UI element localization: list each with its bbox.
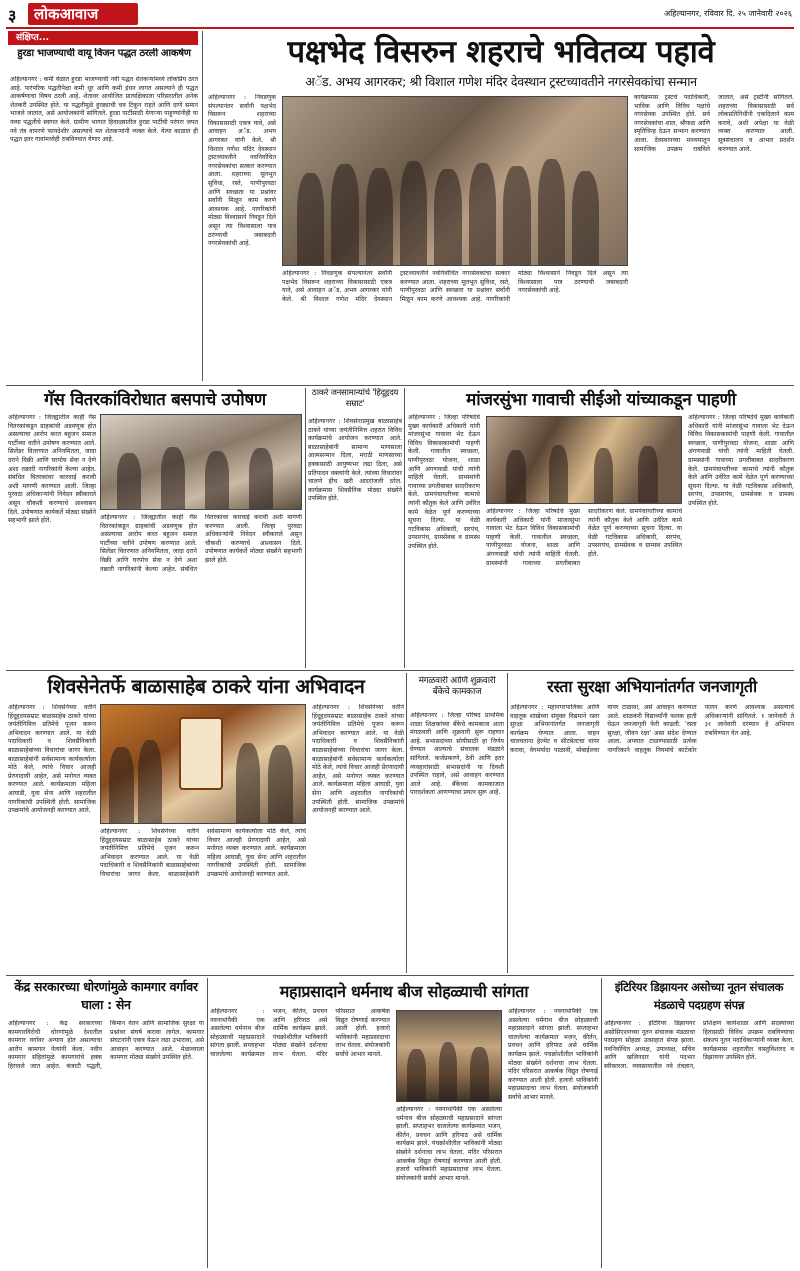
- rasta-body: अहिल्यानगर : महानगरपालिका आणि वाहतूक शाखेच्या संयुक्त विद्यमाने रस्ता सुरक्षा अभियानांतर्गत जनजागृती कार्यक्रम घेण्यात आला. वाहन चालवताना हेल्मेट व सीटबेल्टचा वापर करावा, वेगमर्यादा पाळावी, मोबाईलचा वापर टाळावा, असे आवाहन करण्यात आले. शाळकरी विद्यार्थ्यांनी फलक हाती घेऊन जनजागृती फेरी काढली. 'रस्ता सुरक्षा, जीवन रक्षा' असा संदेश देण्यात आला. अपघात टाळण्यासाठी प्रत्येक नागरिकाने वाहतूक नियमांचे काटेकोर पालन करणे आवश्यक असल्याचे अधिकाऱ्यांनी सांगितले. १ जानेवारी ते ३१ जानेवारी दरम्यान हे अभियान राबविण्यात येत आहे.: [510, 704, 794, 754]
- sankshipt-label: संक्षिप्त...: [8, 31, 198, 45]
- maha-body-top: अहिल्यानगर : नवनाथांपैकी एक असलेल्या धर्मनाथ बीज सोहळ्याची महाप्रसादाने सांगता झाली. सप्ताहभर चाललेल्या कार्यक्रमात भजन, कीर्तन, प्रवचन आणि हरिपाठ असे धार्मिक कार्यक्रम झाले. पंचक्रोशीतील भाविकांनी मोठ्या संख्येने दर्शनाचा लाभ घेतला. मंदिर परिसरात आकर्षक विद्युत रोषणाई करण्यात आली होती. हजारो भाविकांनी महाप्रसादाचा लाभ घेतला. संयोजकांनी सर्वांचे आभार मानले.: [210, 1008, 390, 1058]
- lead-headline: पक्षभेद विसरुन शहराचे भवितव्य पहावे: [287, 34, 715, 70]
- shivsena-tribute-photo: [100, 704, 306, 824]
- maha-body-right: अहिल्यानगर : नवनाथांपैकी एक असलेल्या धर्मनाथ बीज सोहळ्याची महाप्रसादाने सांगता झाली. सप्ताहभर चाललेल्या कार्यक्रमात भजन, कीर्तन, प्रवचन आणि हरिपाठ असे धार्मिक कार्यक्रम झाले. पंचक्रोशीतील भाविकांनी मोठ्या संख्येने दर्शनाचा लाभ घेतला. मंदिर परिसरात आकर्षक विद्युत रोषणाई करण्यात आली होती. हजारो भाविकांनी महाप्रसादाचा लाभ घेतला. संयोजकांनी सर्वांचे आभार मानले.: [508, 1008, 598, 1101]
- shivsena-headline: शिवसेनेतर्फे बाळासाहेब ठाकरे यांना अभिवादन: [47, 675, 365, 698]
- sankshipt-title: हुरडा भाजण्याची वायू विजन पद्धत ठरली आकर्षण: [17, 48, 191, 59]
- gas-headline: गॅस वितरकांविरोधात बसपाचे उपोषण: [44, 390, 266, 410]
- masthead-logo: लोकआवाज: [28, 3, 138, 25]
- interior-headline: इंटिरियर डिझायनर असोच्या नूतन संचालक मंडळाचे पदग्रहण संपन्न: [614, 980, 784, 1012]
- manjar-body-col3: अहिल्यानगर : जिल्हा परिषदेचे मुख्य कार्यकारी अधिकारी यांनी मांजरसुंभा गावाला भेट देऊन विविध विकासकामांची पाहणी केली. गावातील स्वच्छता, पाणीपुरवठा योजना, शाळा आणि अंगणवाडी यांची त्यांनी माहिती घेतली. ग्रामस्थांनी गावाच्या प्रगतीबाबत सादरीकरण केले. ग्रामपंचायतीच्या कामाचे त्यांनी कौतुक केले आणि उर्वरित कामे वेळेत पूर्ण करण्याच्या सूचना दिल्या. या वेळी गटविकास अधिकारी, सरपंच, उपसरपंच, ग्रामसेवक व ग्रामस्थ उपस्थित होते.: [688, 414, 794, 507]
- gas-body-col2: अहिल्यानगर : जिल्ह्यातील काही गॅस वितरकांकडून ग्राहकांची अडवणूक होत असल्याचा आरोप करत बहुजन समाज पार्टीच्या वतीने उपोषण करण्यात आले. सिलेंडर वितरणात अनियमितता, जादा दराने विक्री आणि घरपोच सेवा न देणे अशा तक्रारी नागरिकांनी केल्या आहेत. संबंधित वितरकांवर कारवाई करावी अशी मागणी करण्यात आली. जिल्हा पुरवठा अधिकाऱ्यांनी निवेदन स्वीकारले असून चौकशी करण्याचे आश्वासन दिले. उपोषणात कार्यकर्ते मोठ्या संख्येने सहभागी झाले होते.: [100, 514, 302, 573]
- dateline: अहिल्यानगर, रविवार दि. २५ जानेवारी २०२६: [664, 9, 792, 18]
- interior-body: अहिल्यानगर : इंटिरियर डिझायनर असोसिएशनच्या नूतन संचालक मंडळाचा पदग्रहण सोहळा उत्साहात संपन्न झाला. नवनिर्वाचित अध्यक्ष, उपाध्यक्ष, सचिव आणि खजिनदार यांनी पदभार स्वीकारला. व्यवसायातील नवे तंत्रज्ञान, प्रशिक्षण कार्यशाळा आणि सदस्यांच्या हितासाठी विविध उपक्रम राबविण्याचा संकल्प नूतन पदाधिकाऱ्यांनी व्यक्त केला. कार्यक्रमास शहरातील वास्तुविशारद व डिझायनर उपस्थित होते.: [604, 1020, 794, 1070]
- manjar-inspection-photo: [486, 416, 682, 504]
- kendra-body: अहिल्यानगर : केंद्र सरकारच्या कामगारविरोधी धोरणांमुळे देशातील कामगार वर्गावर अन्याय होत असल्याचा आरोप कामगार नेत्यांनी केला. नवीन कामगार संहितांमुळे कामगारांचे हक्क हिरावले जात आहेत. कंत्राटी पद्धती, किमान वेतन आणि सामाजिक सुरक्षा या प्रश्नांवर संघर्ष करावा लागेल. कामगार संघटनांनी एकत्र येऊन लढा उभारावा, असे आवाहन करण्यात आले. मेळाव्याला कामगार मोठ्या संख्येने उपस्थित होते.: [8, 1020, 204, 1070]
- maha-event-photo: [396, 1010, 502, 1102]
- kendra-headline: केंद्र सरकारच्या धोरणांमुळे कामगार वर्गावर घाला : सेन: [14, 979, 198, 1012]
- lead-group-photo: [282, 96, 628, 266]
- lead-subhead: अॅड. अभय आगरकर; श्री विशाल गणेश मंदिर देवस्थान ट्रस्टच्यावतीने नगरसेवकांचा सन्मान: [305, 74, 697, 89]
- manjar-headline: मांजरसुंभा गावाची सीईओ यांच्याकडून पाहणी: [466, 390, 736, 410]
- lead-body-right: कार्यक्रमास ट्रस्टचे पदाधिकारी, भाविक आणि विविध पक्षांचे नगरसेवक उपस्थित होते. सर्व नगरसेवकांचा शाल, श्रीफळ आणि स्मृतिचिन्ह देऊन सन्मान करण्यात आला. देवस्थानच्या माध्यमातून सामाजिक उपक्रम राबविले जातात, असे ट्रस्टींनी सांगितले. शहराच्या विकासासाठी सर्व लोकप्रतिनिधींनी एकदिलाने काम करावे, अशी अपेक्षा या वेळी व्यक्त करण्यात आली. सूत्रसंचालन व आभार प्रदर्शन करण्यात आले.: [634, 94, 794, 153]
- shivsena-body-col1: अहिल्यानगर : शिवसेनेच्या वतीने हिंदूहृदयसम्राट बाळासाहेब ठाकरे यांच्या जयंतीनिमित्त प्रतिमेचे पूजन करून अभिवादन करण्यात आले. या वेळी पदाधिकारी व शिवसैनिकांनी बाळासाहेबांच्या विचारांचा जागर केला. बाळासाहेबांनी सर्वसामान्य कार्यकर्त्याला मोठे केले, त्यांचे विचार आजही प्रेरणादायी आहेत, असे मनोगत व्यक्त करण्यात आले. कार्यक्रमाला महिला आघाडी, युवा सेना आणि शहरातील नागरिकांची उपस्थिती होती. सामाजिक उपक्रमांचे आयोजनही करण्यात आले.: [8, 704, 96, 815]
- manjar-body-col1: अहिल्यानगर : जिल्हा परिषदेचे मुख्य कार्यकारी अधिकारी यांनी मांजरसुंभा गावाला भेट देऊन विविध विकासकामांची पाहणी केली. गावातील स्वच्छता, पाणीपुरवठा योजना, शाळा आणि अंगणवाडी यांची त्यांनी माहिती घेतली. ग्रामस्थांनी गावाच्या प्रगतीबाबत सादरीकरण केले. ग्रामपंचायतीच्या कामाचे त्यांनी कौतुक केले आणि उर्वरित कामे वेळेत पूर्ण करण्याच्या सूचना दिल्या. या वेळी गटविकास अधिकारी, सरपंच, उपसरपंच, ग्रामसेवक व ग्रामस्थ उपस्थित होते.: [408, 414, 480, 550]
- page-number: ३: [8, 6, 17, 24]
- manjar-body-col2: अहिल्यानगर : जिल्हा परिषदेचे मुख्य कार्यकारी अधिकारी यांनी मांजरसुंभा गावाला भेट देऊन विविध विकासकामांची पाहणी केली. गावातील स्वच्छता, पाणीपुरवठा योजना, शाळा आणि अंगणवाडी यांची त्यांनी माहिती घेतली. ग्रामस्थांनी गावाच्या प्रगतीबाबत सादरीकरण केले. ग्रामपंचायतीच्या कामाचे त्यांनी कौतुक केले आणि उर्वरित कामे वेळेत पूर्ण करण्याच्या सूचना दिल्या. या वेळी गटविकास अधिकारी, सरपंच, उपसरपंच, ग्रामसेवक व ग्रामस्थ उपस्थित होते.: [486, 508, 682, 567]
- bank-body: अहिल्यानगर : जिल्हा परिषद प्राथमिक शाळा शिक्षकांच्या बँकेचे कामकाज आता मंगळवारी आणि शुक्रवारी सुरू राहणार आहे. सभासदांच्या सोयीसाठी हा निर्णय घेण्यात आल्याचे संचालक मंडळाने सांगितले. कर्जप्रकरणे, ठेवी आणि इतर व्यवहारांसाठी सभासदांनी या दिवशी उपस्थित राहावे, असे आवाहन करण्यात आले आहे. बँकेच्या कामकाजात पारदर्शकता आणण्याचा प्रयत्न सुरू आहे.: [410, 712, 504, 797]
- thackeray-small-body: अहिल्यानगर : शिवसेनाप्रमुख बाळासाहेब ठाकरे यांच्या जयंतीनिमित्त शहरात विविध कार्यक्रमांचे आयोजन करण्यात आले. बाळासाहेबांनी सामान्य माणसाला आत्मसन्मान दिला, मराठी माणसाच्या हक्कासाठी आयुष्यभर लढा दिला, असे प्रतिपादन वक्त्यांनी केले. त्यांच्या विचारांवर चालणे हीच खरी आदरांजली ठरेल. कार्यक्रमास शिवसैनिक मोठ्या संख्येने उपस्थित होते.: [308, 418, 402, 503]
- shivsena-body-col3: अहिल्यानगर : शिवसेनेच्या वतीने हिंदूहृदयसम्राट बाळासाहेब ठाकरे यांच्या जयंतीनिमित्त प्रतिमेचे पूजन करून अभिवादन करण्यात आले. या वेळी पदाधिकारी व शिवसैनिकांनी बाळासाहेबांच्या विचारांचा जागर केला. बाळासाहेबांनी सर्वसामान्य कार्यकर्त्याला मोठे केले, त्यांचे विचार आजही प्रेरणादायी आहेत, असे मनोगत व्यक्त करण्यात आले. कार्यक्रमाला महिला आघाडी, युवा सेना आणि शहरातील नागरिकांची उपस्थिती होती. सामाजिक उपक्रमांचे आयोजनही करण्यात आले.: [312, 704, 404, 815]
- shivsena-body-col2: अहिल्यानगर : शिवसेनेच्या वतीने हिंदूहृदयसम्राट बाळासाहेब ठाकरे यांच्या जयंतीनिमित्त प्रतिमेचे पूजन करून अभिवादन करण्यात आले. या वेळी पदाधिकारी व शिवसैनिकांनी बाळासाहेबांच्या विचारांचा जागर केला. बाळासाहेबांनी सर्वसामान्य कार्यकर्त्याला मोठे केले, त्यांचे विचार आजही प्रेरणादायी आहेत, असे मनोगत व्यक्त करण्यात आले. कार्यक्रमाला महिला आघाडी, युवा सेना आणि शहरातील नागरिकांची उपस्थिती होती. सामाजिक उपक्रमांचे आयोजनही करण्यात आले.: [100, 828, 306, 878]
- gas-body-col1: अहिल्यानगर : जिल्ह्यातील काही गॅस वितरकांकडून ग्राहकांची अडवणूक होत असल्याचा आरोप करत बहुजन समाज पार्टीच्या वतीने उपोषण करण्यात आले. सिलेंडर वितरणात अनियमितता, जादा दराने विक्री आणि घरपोच सेवा न देणे अशा तक्रारी नागरिकांनी केल्या आहेत. संबंधित वितरकांवर कारवाई करावी अशी मागणी करण्यात आली. जिल्हा पुरवठा अधिकाऱ्यांनी निवेदन स्वीकारले असून चौकशी करण्याचे आश्वासन दिले. उपोषणात कार्यकर्ते मोठ्या संख्येने सहभागी झाले होते.: [8, 414, 96, 525]
- lead-body-left: अहिल्यानगर : निवडणुक संपल्यानंतर सर्वांनी पक्षभेद विसरून शहराच्या विकासासाठी एकत्र यावे, असे आवाहन अॅड. अभय आगरकर यांनी केले. श्री विशाल गणेश मंदिर देवस्थान ट्रस्टच्यावतीने नवनिर्वाचित नगरसेवकांचा सत्कार करण्यात आला. शहराच्या मूलभूत सुविधा, रस्ते, पाणीपुरवठा आणि स्वच्छता या प्रश्नांवर सर्वांनी मिळून काम करणे आवश्यक आहे. नागरिकांनी मोठ्या विश्वासाने निवडून दिले असून त्या विश्वासाला पात्र ठरण्याची जबाबदारी नगरसेवकांची आहे.: [208, 94, 276, 248]
- sankshipt-body: अहिल्यानगर : कमी वेळात हुरडा भाजण्याची नवी पद्धत शेतकऱ्यांमध्ये लोकप्रिय ठरत आहे. पारंपरिक पद्धतीपेक्षा कमी धूर आणि कमी इंधन लागत असल्याने ही पद्धत आकर्षणाचा विषय ठरली आहे. शेतावर आयोजित प्रात्यक्षिकाला परिसरातील अनेक शेतकरी उपस्थित होते. या पद्धतीमुळे हुरड्याची चव टिकून राहते आणि दाणे समान भाजले जातात, असे आयोजकांनी सांगितले. हुरडा पार्टीसाठी येणाऱ्या पाहुण्यांनीही या नव्या पद्धतीचे स्वागत केले. ग्रामीण भागात हिवाळ्यातील हुरडा पार्टीची परंपरा जपत नवे तंत्र वापरणे फायदेशीर असल्याचे मत शेतकऱ्यांनी व्यक्त केले. येत्या काळात ही पद्धत इतर गावांमध्येही राबविण्यात येणार आहे.: [10, 76, 198, 144]
- rasta-headline: रस्ता सुरक्षा अभियानांतर्गत जनजागृती: [547, 677, 757, 696]
- maha-headline: महाप्रसादाने धर्मनाथ बीज सोहळ्याची सांगता: [279, 982, 529, 1001]
- bank-headline: मंगळवारी आणि शुक्रवारी बँकेचे कामकाज: [418, 676, 496, 697]
- maha-body-under-photo: अहिल्यानगर : नवनाथांपैकी एक असलेल्या धर्मनाथ बीज सोहळ्याची महाप्रसादाने सांगता झाली. सप्ताहभर चाललेल्या कार्यक्रमात भजन, कीर्तन, प्रवचन आणि हरिपाठ असे धार्मिक कार्यक्रम झाले. पंचक्रोशीतील भाविकांनी मोठ्या संख्येने दर्शनाचा लाभ घेतला. मंदिर परिसरात आकर्षक विद्युत रोषणाई करण्यात आली होती. हजारो भाविकांनी महाप्रसादाचा लाभ घेतला. संयोजकांनी सर्वांचे आभार मानले.: [396, 1106, 502, 1182]
- gas-protest-photo: [100, 414, 302, 510]
- thackeray-small-headline: ठाकरे जनसामान्यांचे 'हिंदूहृदय सम्राट': [311, 388, 399, 409]
- lead-body-under-photo: अहिल्यानगर : निवडणुक संपल्यानंतर सर्वांनी पक्षभेद विसरून शहराच्या विकासासाठी एकत्र यावे, असे आवाहन अॅड. अभय आगरकर यांनी केले. श्री विशाल गणेश मंदिर देवस्थान ट्रस्टच्यावतीने नवनिर्वाचित नगरसेवकांचा सत्कार करण्यात आला. शहराच्या मूलभूत सुविधा, रस्ते, पाणीपुरवठा आणि स्वच्छता या प्रश्नांवर सर्वांनी मिळून काम करणे आवश्यक आहे. नागरिकांनी मोठ्या विश्वासाने निवडून दिले असून त्या विश्वासाला पात्र ठरण्याची जबाबदारी नगरसेवकांची आहे.: [282, 270, 628, 303]
